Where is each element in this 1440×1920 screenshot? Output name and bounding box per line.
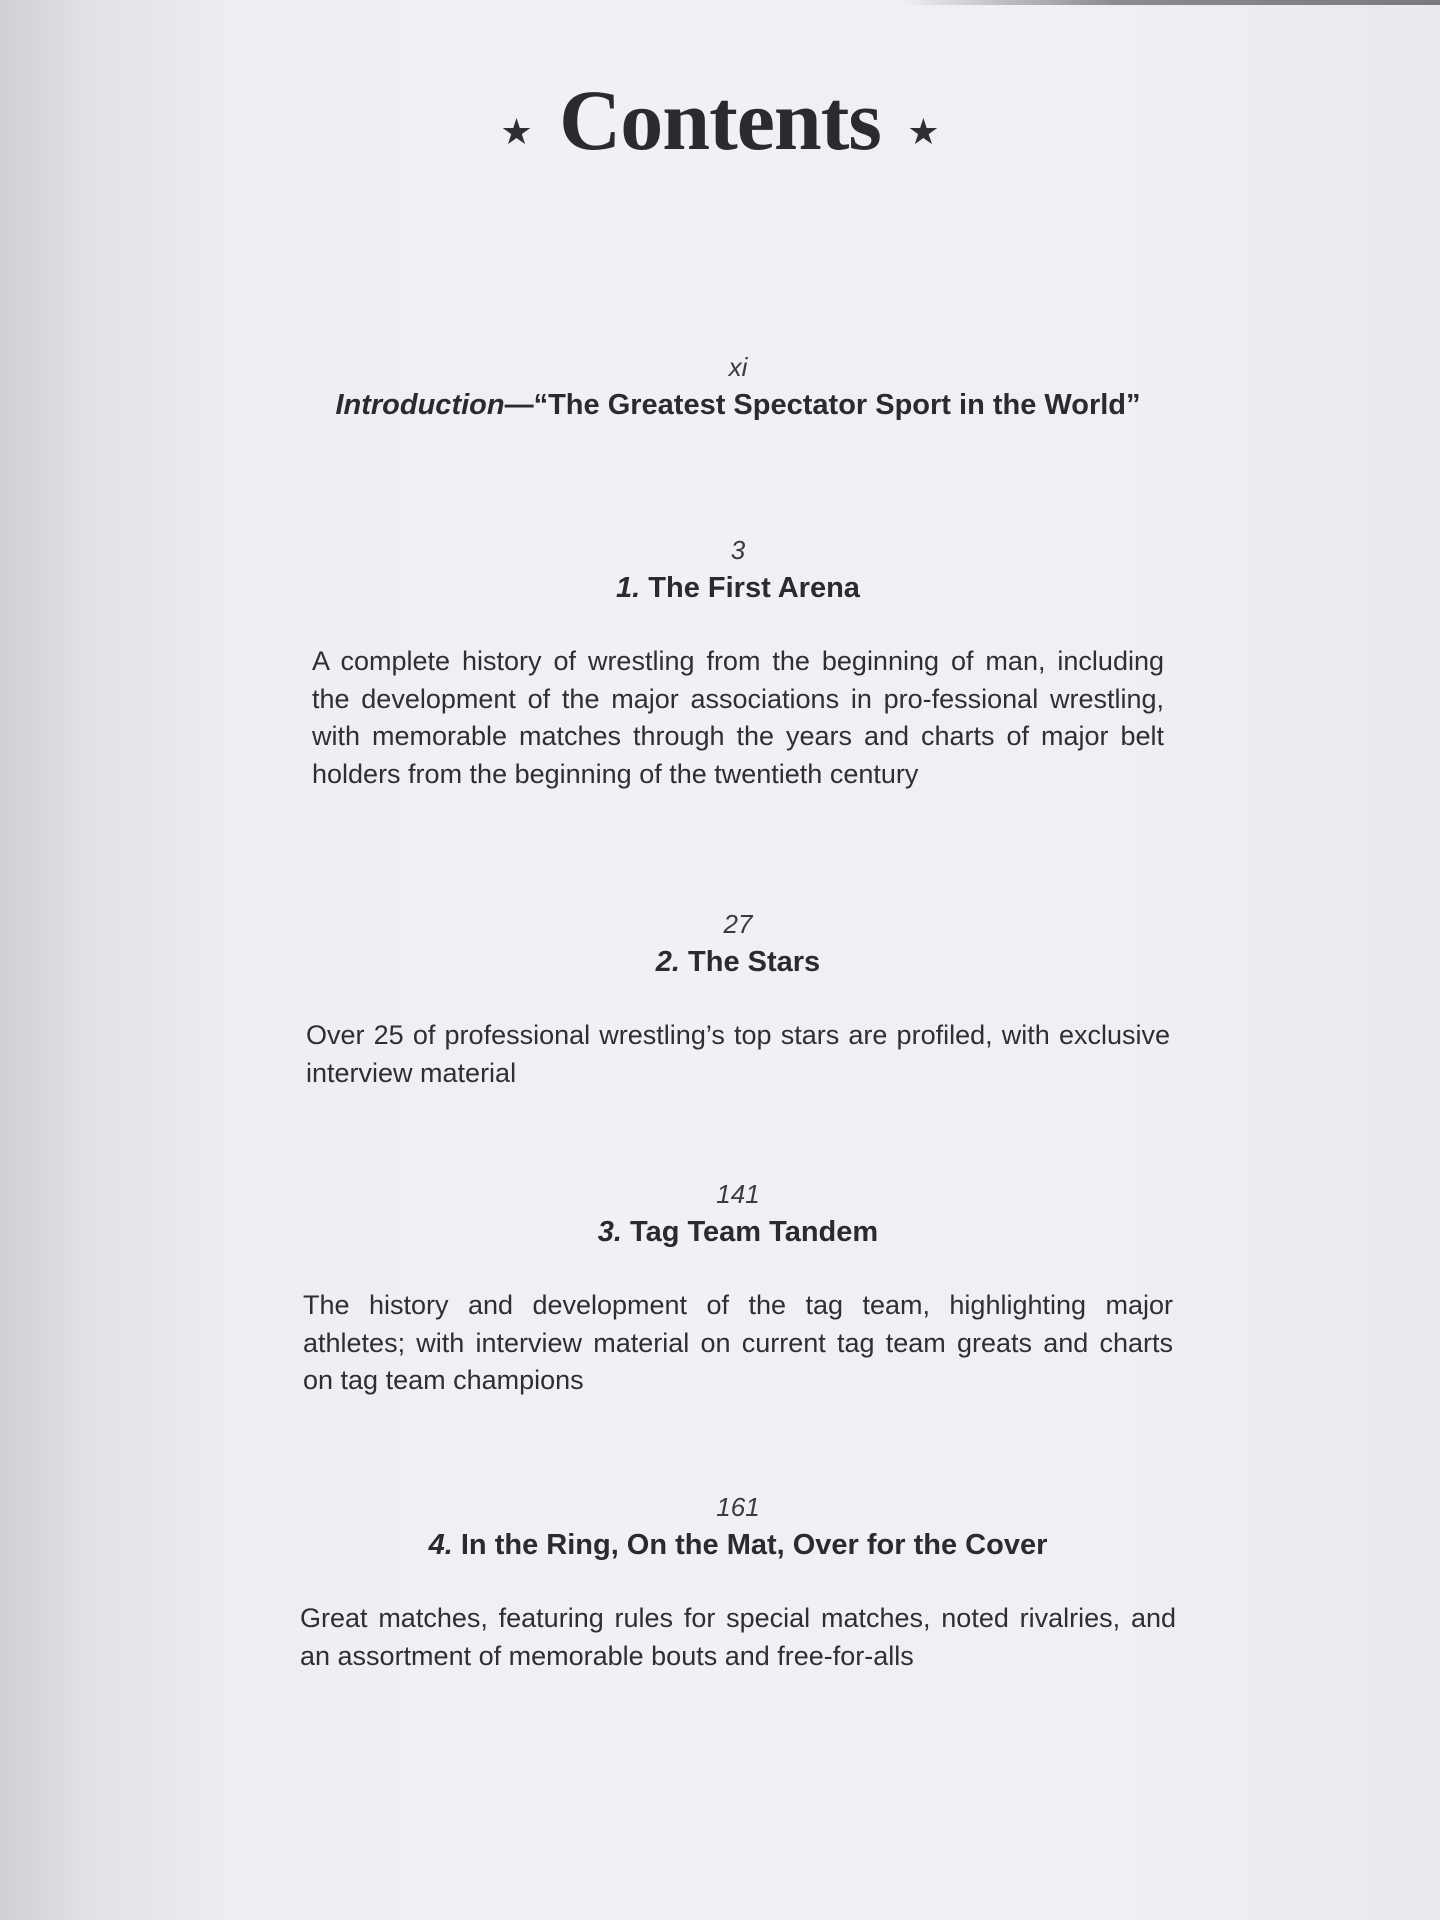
toc-page-number: 27 <box>723 909 753 939</box>
toc-page-number: 161 <box>716 1492 760 1522</box>
toc-entry-introduction[interactable] <box>318 352 1158 422</box>
toc-chapter-title <box>303 1215 1173 1249</box>
toc-entry-chapter-1[interactable] <box>312 535 1164 793</box>
introduction-title: —“The Greatest Spectator Sport in the World” <box>504 389 1141 421</box>
chapter-number: 3. <box>597 1216 622 1248</box>
toc-chapter-title <box>318 388 1158 422</box>
toc-entry-chapter-2[interactable] <box>306 909 1170 1092</box>
contents-heading <box>0 70 1440 170</box>
chapter-description: A complete history of wrestling from the beginning of man, including the development of the major associations in pro-fessional wrestling, with memorable matches through the years and charts of major belt holders from the beginning of the twentieth century <box>312 646 1164 789</box>
chapter-number: 2. <box>655 946 680 978</box>
toc-entry-chapter-4[interactable] <box>300 1492 1176 1675</box>
page-title: Contents <box>559 72 881 168</box>
star-right-icon: ★ <box>907 112 940 154</box>
chapter-name: In the Ring, On the Mat, Over for the Cover <box>460 1529 1048 1561</box>
chapter-name: Tag Team Tandem <box>630 1216 879 1248</box>
toc-page-number: xi <box>728 352 748 382</box>
star-left-icon: ★ <box>500 112 533 154</box>
chapter-name: The Stars <box>688 946 821 978</box>
chapter-description: Great matches, featuring rules for special matches, noted rivalries, and an assortment of memorable bouts and free-for-alls <box>300 1603 1176 1671</box>
toc-chapter-title <box>300 1528 1176 1562</box>
chapter-name: The First Arena <box>648 572 860 604</box>
toc-chapter-title <box>312 571 1164 605</box>
toc-page-number: 141 <box>716 1179 760 1209</box>
chapter-description: The history and development of the tag team, highlighting major athletes; with interview material on current tag team greats and charts on tag team champions <box>303 1290 1173 1395</box>
introduction-label: Introduction <box>335 389 505 421</box>
toc-page-number: 3 <box>730 535 746 565</box>
chapter-number: 4. <box>428 1529 453 1561</box>
chapter-number: 1. <box>616 572 641 604</box>
toc-entry-chapter-3[interactable] <box>303 1179 1173 1400</box>
toc-chapter-title <box>306 945 1170 979</box>
chapter-description: Over 25 of professional wrestling’s top stars are profiled, with exclusive interview material <box>306 1020 1170 1088</box>
